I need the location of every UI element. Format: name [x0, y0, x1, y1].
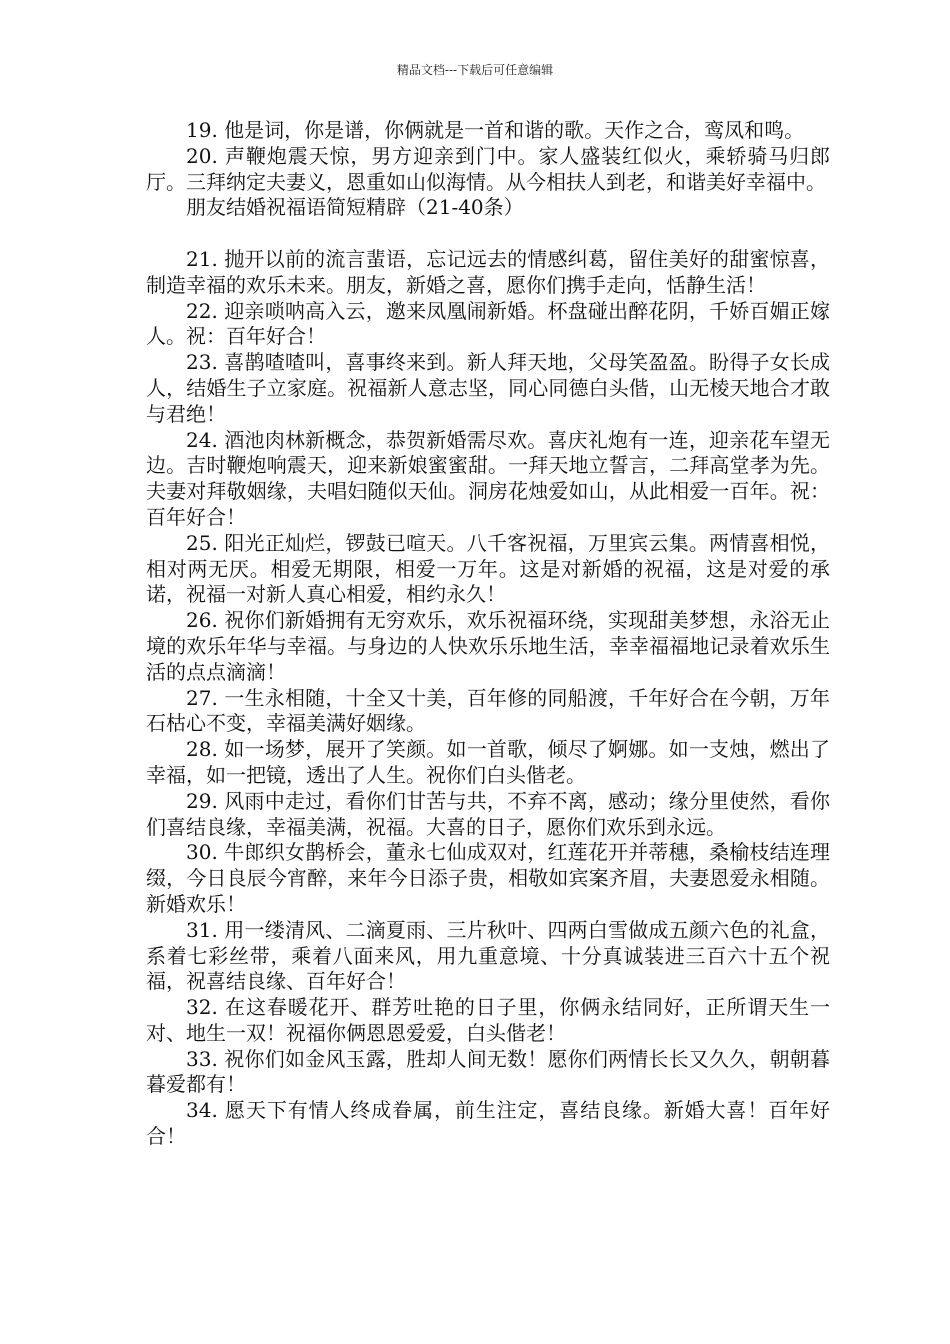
- paragraph-32: 32. 在这春暖花开、群芳吐艳的日子里，你俩永结同好，正所谓天生一对、地生一双！祝福你俩恩恩爱爱，白头偕老！: [146, 995, 830, 1045]
- paragraph-28: 28. 如一场梦，展开了笑颜。如一首歌，倾尽了婀娜。如一支烛，燃出了幸福，如一把镜，透出了人生。祝你们白头偕老。: [146, 737, 830, 787]
- paragraph-19: 19. 他是词，你是谱，你俩就是一首和谐的歌。天作之合，鸾凤和鸣。: [186, 118, 805, 142]
- paragraph-20: 20. 声鞭炮震天惊，男方迎亲到门中。家人盛装红似火，乘轿骑马归郎厅。三拜纳定夫妻义，恩重如山似海情。从今相扶人到老，和谐美好幸福中。: [146, 143, 830, 194]
- section-heading: 朋友结婚祝福语简短精辟（21-40条）: [186, 195, 524, 220]
- paragraph-22: 22. 迎亲唢呐高入云，邀来凤凰闹新婚。杯盘碰出醉花阴，千娇百媚正嫁人。祝：百年好合！: [146, 298, 830, 349]
- paragraph-24: 24. 酒池肉林新概念，恭贺新婚需尽欢。喜庆礼炮有一连，迎亲花车望无边。吉时鞭炮响震天，迎来新娘蜜蜜甜。一拜天地立誓言，二拜高堂孝为先。夫妻对拜敬姻缘，夫唱妇随似天仙。洞房花烛爱如山，从此相爱一百年。祝：百年好合！: [146, 427, 830, 529]
- blank-line: [146, 221, 830, 247]
- paragraph-25: 25. 阳光正灿烂，锣鼓已喧天。八千客祝福，万里宾云集。两情喜相悦，相对两无厌。相爱无期限，相爱一万年。这是对新婚的祝福，这是对爱的承诺，祝福一对新人真心相爱，相约永久！: [146, 530, 830, 607]
- document-body: [146, 118, 830, 1150]
- paragraph-30: 30. 牛郎织女鹊桥会，董永七仙成双对，红莲花开并蒂穗，桑榆枝结连理缀，今日良辰今宵醉，来年今日添子贵，相敬如宾案齐眉，夫妻恩爱永相随。新婚欢乐！: [146, 840, 830, 916]
- paragraph-23: 23. 喜鹊喳喳叫，喜事终来到。新人拜天地，父母笑盈盈。盼得子女长成人，结婚生子立家庭。祝福新人意志坚，同心同德白头偕，山无棱天地合才敢与君绝！: [146, 350, 830, 426]
- page-header: 精品文档---下载后可任意编辑: [396, 63, 554, 77]
- paragraph-26: 26. 祝你们新婚拥有无穷欢乐，欢乐祝福环绕，实现甜美梦想，永浴无止境的欢乐年华与幸福。与身边的人快欢乐乐地生活，幸幸福福地记录着欢乐生活的点点滴滴！: [146, 608, 830, 684]
- paragraph-21: 21. 抛开以前的流言蜚语，忘记远去的情感纠葛，留住美好的甜蜜惊喜，制造幸福的欢乐未来。朋友，新婚之喜，愿你们携手走向，恬静生活！: [146, 246, 830, 297]
- paragraph-29: 29. 风雨中走过，看你们甘苦与共，不弃不离，感动；缘分里使然，看你们喜结良缘，幸福美满，祝福。大喜的日子，愿你们欢乐到永远。: [146, 788, 830, 839]
- paragraph-34: 34. 愿天下有情人终成眷属，前生注定，喜结良缘。新婚大喜！百年好合！: [146, 1098, 830, 1149]
- paragraph-31: 31. 用一缕清风、二滴夏雨、三片秋叶、四两白雪做成五颜六色的礼盒，系着七彩丝带，乘着八面来风，用九重意境、十分真诚装进三百六十五个祝福，祝喜结良缘、百年好合！: [146, 917, 830, 994]
- paragraph-33: 33. 祝你们如金风玉露，胜却人间无数！愿你们两情长长又久久，朝朝暮暮爱都有！: [146, 1046, 830, 1097]
- paragraph-27: 27. 一生永相随，十全又十美，百年修的同船渡，千年好合在今朝，万年石枯心不变，幸福美满好姻缘。: [146, 685, 830, 736]
